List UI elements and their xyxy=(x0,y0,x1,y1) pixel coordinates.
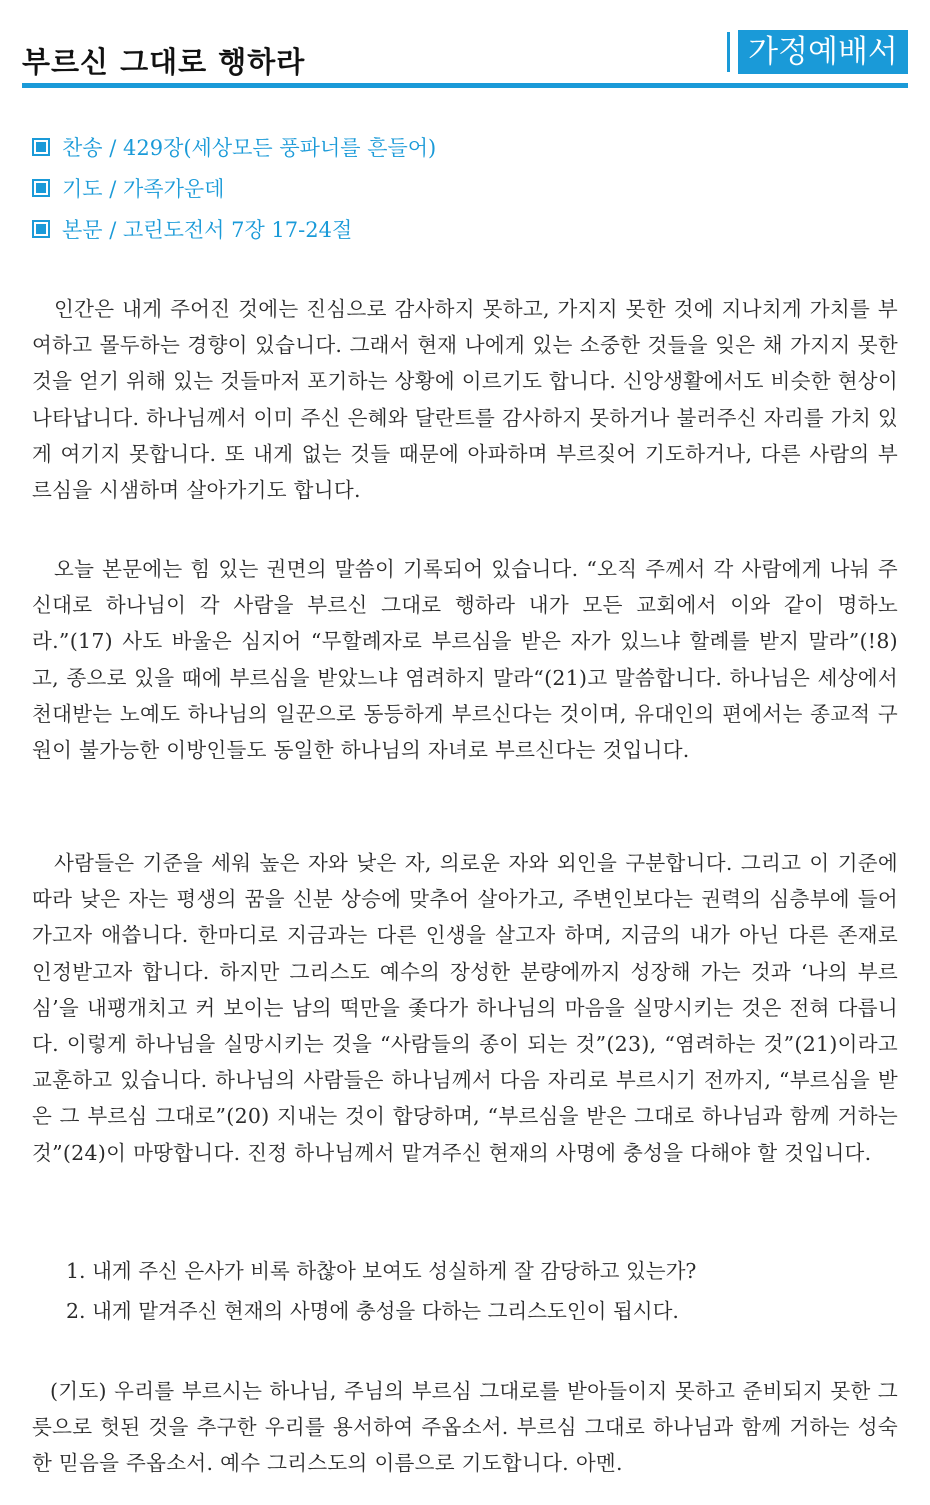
closing-prayer: (기도) 우리를 부르시는 하나님, 주님의 부르심 그대로를 받아들이지 못하고 준비되지 못한 그릇으로 헛된 것을 추구한 우리를 용서하여 주옵소서. 부르심 그대로 하나님과 함께 거하는 성숙한 믿음을 주옵소서. 예수 그리스도의 이름으로 기도합니다. 아멘. xyxy=(32,1379,898,1476)
question-item: 1. 내게 주신 은사가 비록 하찮아 보여도 성실하게 잘 감당하고 있는가? xyxy=(66,1259,697,1283)
prayer-leader-text: 기도 / 가족가운데 xyxy=(62,177,225,201)
hymn-item xyxy=(32,128,436,169)
body-paragraph-2: 오늘 본문에는 힘 있는 권면의 말씀이 기록되어 있습니다. “오직 주께서 각 사람에게 나눠 주신대로 하나님이 각 사람을 부르신 그대로 행하라 내가 모든 교회에서 이와 같이 명하노라.”(17) 사도 바울은 심지어 “무할례자로 부르심을 받은 자가 있느냐 할례를 받지 말라”(!8)고, 종으로 있을 때에 부르심을 받았느냐 염려하지 말라“(21)고 말씀합니다. 하나님은 세상에서 천대받는 노예도 하나님의 일꾼으로 동등하게 부르신다는 것이며, 유대인의 편에서는 종교적 구원이 불가능한 이방인들도 동일한 하나님의 자녀로 부르신다는 것입니다. xyxy=(32,557,898,763)
square-bullet-icon xyxy=(32,220,50,238)
section-badge: 가정예배서 xyxy=(738,30,908,74)
badge-divider xyxy=(727,32,730,72)
scripture-text: 본문 / 고린도전서 7장 17-24절 xyxy=(62,218,353,242)
scripture-item xyxy=(32,210,436,251)
question-item: 2. 내게 맡겨주신 현재의 사명에 충성을 다하는 그리스도인이 됩시다. xyxy=(66,1299,679,1323)
page-header xyxy=(22,30,908,88)
body-paragraph-3: 사람들은 기준을 세워 높은 자와 낮은 자, 의로운 자와 외인을 구분합니다. 그리고 이 기준에 따라 낮은 자는 평생의 꿈을 신분 상승에 맞추어 살아가고, 주변인보다는 권력의 심층부에 들어가고자 애씁니다. 한마디로 지금과는 다른 인생을 살고자 하며, 지금의 내가 아닌 다른 존재로 인정받고자 합니다. 하지만 그리스도 예수의 장성한 분량에까지 성장해 가는 것과 ‘나의 부르심’을 내팽개치고 커 보이는 남의 떡만을 좇다가 하나님의 마음을 실망시키는 것은 전혀 다릅니다. 이렇게 하나님을 실망시키는 것을 “사람들의 종이 되는 것”(23), “염려하는 것”(21)이라고 교훈하고 있습니다. 하나님의 사람들은 하나님께서 다음 자리로 부르시기 전까지, “부르심을 받은 그 부르심 그대로”(20) 지내는 것이 합당하며, “부르심을 받은 그대로 하나님과 함께 거하는 것”(24)이 마땅합니다. 진정 하나님께서 맡겨주신 현재의 사명에 충성을 다해야 할 것입니다. xyxy=(32,851,898,1165)
square-bullet-icon xyxy=(32,138,50,156)
header-rule xyxy=(22,83,908,88)
body-paragraph-1: 인간은 내게 주어진 것에는 진심으로 감사하지 못하고, 가지지 못한 것에 지나치게 가치를 부여하고 몰두하는 경향이 있습니다. 그래서 현재 나에게 있는 소중한 것들을 잊은 채 가지지 못한 것을 얻기 위해 있는 것들마저 포기하는 상황에 이르기도 합니다. 신앙생활에서도 비슷한 현상이 나타납니다. 하나님께서 이미 주신 은혜와 달란트를 감사하지 못하거나 불러주신 자리를 가치 있게 여기지 못합니다. 또 내게 없는 것들 때문에 아파하며 부르짖어 기도하거나, 다른 사람의 부르심을 시샘하며 살아가기도 합니다. xyxy=(32,297,898,503)
prayer-item xyxy=(32,169,436,210)
worship-info-list xyxy=(32,128,436,251)
square-bullet-icon xyxy=(32,179,50,197)
reflection-questions xyxy=(66,1251,696,1331)
page-title: 부르신 그대로 행하라 xyxy=(22,45,306,79)
hymn-text: 찬송 / 429장(세상모든 풍파너를 흔들어) xyxy=(62,136,437,160)
